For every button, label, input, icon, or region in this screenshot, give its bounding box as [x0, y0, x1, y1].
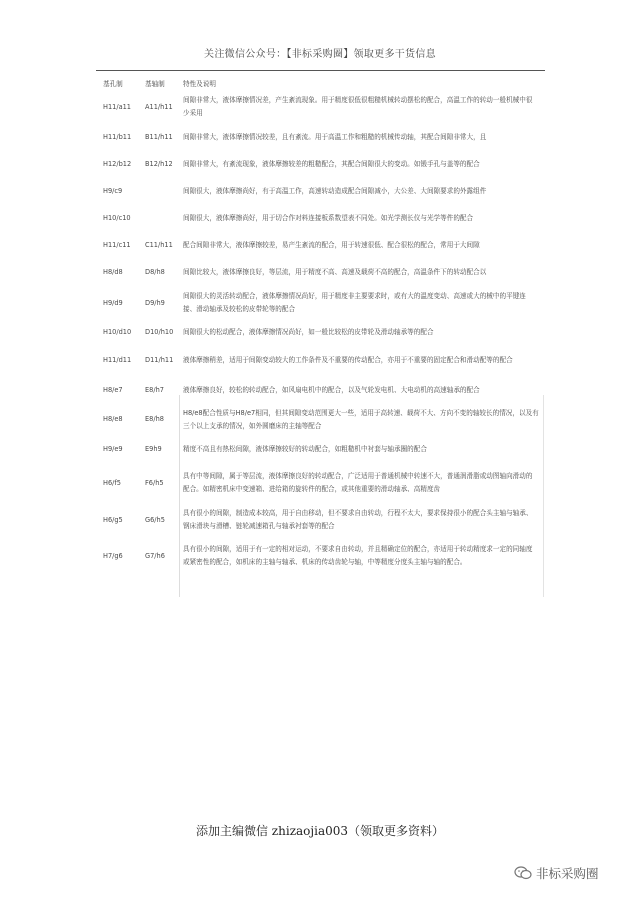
hole-basis-cell: H11/b11: [103, 133, 132, 141]
table-row: [103, 205, 543, 232]
description-cell: 精度不高且有热松间隙，液体摩擦较好的转动配合，如粗糙机中衬套与轴承圈的配合: [183, 445, 427, 453]
description-cell: 间隙很大的灵活转动配合，液体摩擦情况尚好，用于精度非主要要求时，或有大的温度变动、高速或大的械中的平键连接、滑动轴承及较松的皮带轮等的配合: [183, 292, 526, 313]
wechat-icon: [514, 866, 532, 880]
table-row: [103, 436, 543, 463]
description-cell: 配合间隙非常大，液体摩擦较差，易产生紊流的配合，用于转速很低、配合很松的配合，常用于大间隙: [183, 241, 480, 249]
description-cell: 间隙很大的松动配合，液体摩擦情况尚好，如一般比较松的皮带轮及滑动轴承等的配合: [183, 327, 434, 336]
description-cell: 具有很小的间隙，制造成本较高，用于自由移动，但不要求自由转动，行程不太大，要求保持很小的配合头主轴与轴承、钢床滑块与滑槽、链轮减速箱孔与轴承衬套等的配合: [183, 509, 533, 530]
table-row: [103, 232, 543, 259]
table-row: [103, 403, 543, 436]
description-cell: 液体摩擦稍差，适用于间隙变动较大的工作条件及不重要的传动配合，亦用于不重要的固定配合和滑动配等的配合: [183, 356, 513, 364]
shaft-basis-cell: F6/h5: [145, 478, 164, 487]
table-body: [103, 90, 543, 575]
table-row: [103, 178, 543, 205]
table-row: [103, 320, 543, 344]
shaft-basis-cell: B12/h12: [145, 160, 173, 168]
header-divider: [96, 70, 545, 71]
hole-basis-cell: H8/e8: [103, 415, 123, 423]
description-cell: 具有很小的间隙，适用于有一定的相对运动，不要求自由转动，并且精确定位的配合，亦适用于转动精度求一定的同轴度或紧密性的配合，如机床的主轴与轴承、机床的传动齿轮与轴，中等精度分度头主轴与轴的配合。: [183, 545, 533, 566]
table-row: [103, 344, 543, 377]
brand-name: 非标采购圈: [536, 866, 599, 881]
table-row: [103, 463, 543, 503]
shaft-basis-cell: E8/h7: [145, 385, 164, 394]
shaft-basis-cell: G7/h6: [145, 551, 165, 560]
right-edge-line: [543, 395, 544, 597]
shaft-basis-cell: C11/h11: [145, 241, 173, 249]
table-row: [103, 537, 543, 575]
description-cell: 间隙很大，液体摩擦尚好，有于高温工作，高速转动造成配合间隙减小，大公差、大间隙要求的外露组件: [183, 187, 487, 195]
description-cell: 液体摩擦良好，较松的转动配合，如风扇电机中的配合，以及气轮发电机、大电动机的高速轴承的配合: [183, 385, 480, 394]
col-description: 特性及说明: [183, 80, 216, 88]
column-divider: [179, 395, 180, 597]
description-cell: 间隙非常大，有紊流现象，液体摩擦较差的粗糙配合，其配合间隙很大的变动。如锻手孔与盖等的配合: [183, 160, 480, 168]
description-cell: 间隙非常大，液体摩擦情况较差，且有紊流。用于高温工作和粗糙的机械传动轴，其配合间隙非常大，且: [183, 133, 487, 141]
description-cell: 间隙比较大，液体摩擦良好，等层流，用于精度不高、高速及载荷不高的配合，高温条件下的转动配合以: [183, 268, 487, 276]
hole-basis-cell: H7/g6: [103, 551, 123, 560]
table-row: [103, 124, 543, 151]
hole-basis-cell: H11/d11: [103, 356, 132, 364]
col-shaft-basis: 基轴制: [145, 80, 165, 88]
hole-basis-cell: H8/e7: [103, 385, 123, 394]
shaft-basis-cell: A11/h11: [145, 102, 173, 111]
hole-basis-cell: H9/e9: [103, 445, 123, 453]
table-row: [103, 503, 543, 537]
shaft-basis-cell: G6/h5: [145, 515, 165, 524]
col-hole-basis: 基孔制: [103, 80, 123, 88]
hole-basis-cell: H11/a11: [103, 102, 132, 111]
hole-basis-cell: H8/d8: [103, 268, 123, 276]
hole-basis-cell: H9/d9: [103, 298, 123, 307]
description-cell: 间隙很大，液体摩擦尚好，用于切合作对料连接板系数望表不同处。如光学测长仪与光学等件的配合: [183, 214, 474, 222]
table-header: [103, 78, 543, 90]
shaft-basis-cell: E9h9: [145, 445, 162, 453]
hole-basis-cell: H10/c10: [103, 214, 131, 222]
table-row: [103, 377, 543, 403]
shaft-basis-cell: D8/h8: [145, 268, 165, 276]
shaft-basis-cell: D11/h11: [145, 356, 174, 364]
shaft-basis-cell: B11/h11: [145, 133, 173, 141]
hole-basis-cell: H9/c9: [103, 187, 123, 195]
description-cell: H8/e8配合性质与H8/e7相同，但其间隙变动范围更大一些，适用于高转速、载荷不大、方向不变的轴较长的情况，以及有三个以上支承的情况，如外圆磨床的主轴等配合: [183, 408, 539, 430]
page-header: 关注微信公众号：【非标采购圈】领取更多干货信息: [204, 49, 436, 60]
hole-basis-cell: H10/d10: [103, 327, 132, 336]
shaft-basis-cell: E8/h8: [145, 415, 164, 423]
hole-basis-cell: H11/c11: [103, 241, 131, 249]
table-row: [103, 90, 543, 124]
shaft-basis-cell: D10/h10: [145, 327, 174, 336]
footer-note: 添加主编微信 zhizaojia003（领取更多资料）: [195, 824, 445, 838]
hole-basis-cell: H6/f5: [103, 478, 121, 487]
table-row: [103, 259, 543, 286]
shaft-basis-cell: D9/h9: [145, 298, 165, 307]
description-cell: 间隙非常大，液体摩擦情况差，产生紊流现象。用于精度很低很粗糙机械转动摆松的配合，高温工作的转动一般机械中很少采用: [183, 96, 533, 117]
brand-watermark: [514, 864, 599, 882]
hole-basis-cell: H6/g5: [103, 515, 123, 524]
description-cell: 具有中等间隙，属于等层流，液体摩擦良好的转动配合，广泛适用于普通机械中转速不大，普通润滑脂或动图轴向滑动的配合。如精密机床中变速箱、进给箱的旋转件的配合，或其他重要的滑动轴承、高精度齿: [183, 472, 533, 493]
table-row: [103, 286, 543, 320]
table-row: [103, 151, 543, 178]
hole-basis-cell: H12/b12: [103, 160, 132, 168]
fit-table: [103, 78, 543, 575]
